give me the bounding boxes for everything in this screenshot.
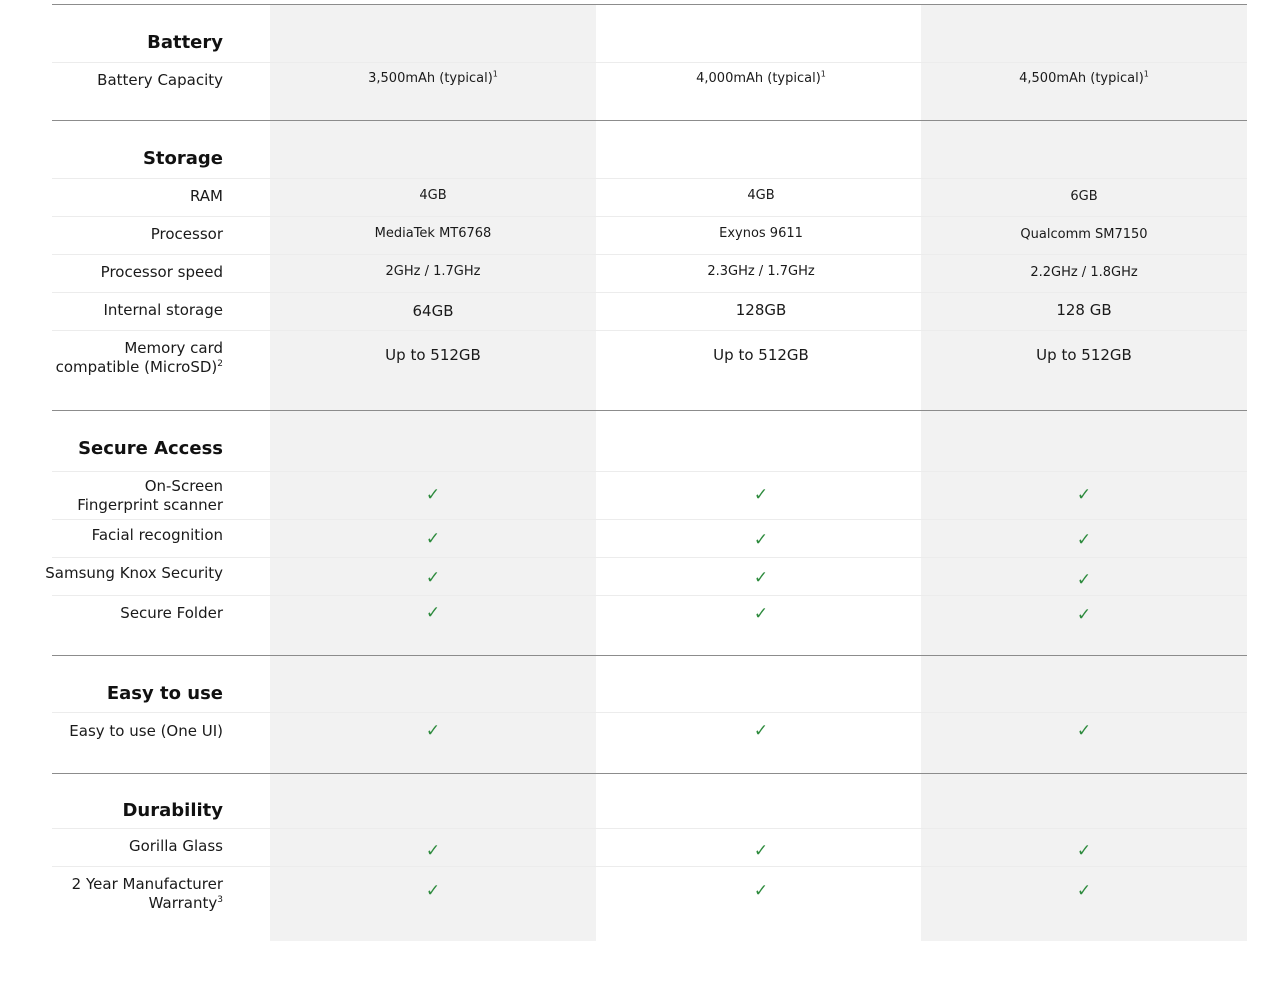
check-icon: ✓ — [425, 485, 441, 505]
row-label-line: 2 Year Manufacturer — [71, 875, 223, 893]
battery-capacity-model-2: 4,000mAh (typical)$^1$ — [696, 69, 826, 86]
section-title-storage: Storage — [142, 148, 223, 169]
row-label-line: Fingerprint scanner — [77, 496, 223, 514]
row-label-fingerprint — [77, 477, 223, 515]
row-label-line: Warranty$^3$ — [148, 894, 223, 912]
row-separator — [52, 178, 1247, 179]
check-icon: ✓ — [1076, 881, 1092, 901]
row-label-ram: RAM — [189, 187, 223, 205]
ram-model-2: 4GB — [747, 188, 775, 203]
section-title-durability: Durability — [122, 800, 223, 821]
check-icon: ✓ — [425, 568, 441, 588]
check-icon: ✓ — [425, 721, 441, 741]
check-icon: ✓ — [425, 603, 441, 623]
processor-model-3: Qualcomm SM7150 — [1020, 227, 1148, 242]
check-icon: ✓ — [753, 568, 769, 588]
row-separator — [52, 62, 1247, 63]
row-label-gorilla-glass: Gorilla Glass — [128, 837, 223, 855]
row-label-memory-card — [56, 339, 223, 377]
row-separator — [52, 519, 1247, 520]
row-separator — [52, 216, 1247, 217]
section-title-easy-to-use: Easy to use — [106, 683, 223, 704]
row-separator — [52, 557, 1247, 558]
footnote-marker: 1 — [1143, 69, 1149, 79]
row-separator — [52, 254, 1247, 255]
row-separator — [52, 292, 1247, 293]
memory-card-model-3: Up to 512GB — [1036, 346, 1132, 364]
check-icon: ✓ — [753, 604, 769, 624]
row-label-internal-storage: Internal storage — [103, 301, 223, 319]
check-icon: ✓ — [425, 841, 441, 861]
check-icon: ✓ — [1076, 485, 1092, 505]
internal-storage-model-3: 128 GB — [1056, 301, 1112, 319]
section-divider — [52, 120, 1247, 121]
check-icon: ✓ — [753, 881, 769, 901]
row-label-processor-speed: Processor speed — [100, 263, 223, 281]
check-icon: ✓ — [1076, 841, 1092, 861]
row-label-line: On-Screen — [144, 477, 223, 495]
section-title-secure-access: Secure Access — [78, 438, 223, 459]
row-separator — [52, 712, 1247, 713]
row-label-one-ui: Easy to use (One UI) — [69, 722, 223, 740]
footnote-marker: 1 — [820, 69, 826, 79]
row-label-processor: Processor — [150, 225, 223, 243]
internal-storage-model-1: 64GB — [412, 302, 454, 320]
row-label-warranty — [72, 875, 223, 913]
check-icon: ✓ — [1076, 570, 1092, 590]
processor-speed-model-2: 2.3GHz / 1.7GHz — [707, 264, 815, 279]
memory-card-model-1: Up to 512GB — [385, 346, 481, 364]
footnote-marker: 2 — [217, 359, 223, 369]
row-label-line: Memory card — [124, 339, 223, 357]
internal-storage-model-2: 128GB — [735, 301, 787, 319]
row-separator — [52, 828, 1247, 829]
memory-card-model-2: Up to 512GB — [713, 346, 809, 364]
processor-speed-model-1: 2GHz / 1.7GHz — [385, 264, 481, 279]
battery-capacity-model-3: 4,500mAh (typical)$^1$ — [1019, 69, 1149, 86]
section-divider — [52, 655, 1247, 656]
check-icon: ✓ — [1076, 530, 1092, 550]
row-label-facial-recognition: Facial recognition — [91, 526, 223, 544]
ram-model-1: 4GB — [419, 188, 447, 203]
row-separator — [52, 330, 1247, 331]
check-icon: ✓ — [753, 530, 769, 550]
model-1-column — [270, 4, 596, 941]
check-icon: ✓ — [425, 529, 441, 549]
processor-model-1: MediaTek MT6768 — [374, 226, 492, 241]
check-icon: ✓ — [753, 485, 769, 505]
footnote-marker: 3 — [217, 895, 223, 905]
check-icon: ✓ — [1076, 721, 1092, 741]
check-icon: ✓ — [753, 841, 769, 861]
row-separator — [52, 595, 1247, 596]
battery-capacity-model-1: 3,500mAh (typical)$^1$ — [368, 69, 498, 86]
section-divider — [52, 410, 1247, 411]
row-label-secure-folder: Secure Folder — [120, 604, 223, 622]
row-label-battery-capacity: Battery Capacity — [97, 71, 223, 89]
section-divider — [52, 4, 1247, 5]
section-divider — [52, 773, 1247, 774]
section-title-battery: Battery — [147, 32, 223, 53]
model-3-column — [921, 4, 1247, 941]
row-separator — [52, 866, 1247, 867]
processor-model-2: Exynos 9611 — [719, 226, 803, 241]
ram-model-3: 6GB — [1070, 189, 1098, 204]
processor-speed-model-3: 2.2GHz / 1.8GHz — [1030, 265, 1138, 280]
row-label-line: compatible (MicroSD)$^2$ — [55, 358, 223, 376]
check-icon: ✓ — [1076, 605, 1092, 625]
footnote-marker: 1 — [492, 69, 498, 79]
check-icon: ✓ — [425, 881, 441, 901]
row-separator — [52, 471, 1247, 472]
row-label-knox: Samsung Knox Security — [45, 564, 223, 582]
check-icon: ✓ — [753, 721, 769, 741]
